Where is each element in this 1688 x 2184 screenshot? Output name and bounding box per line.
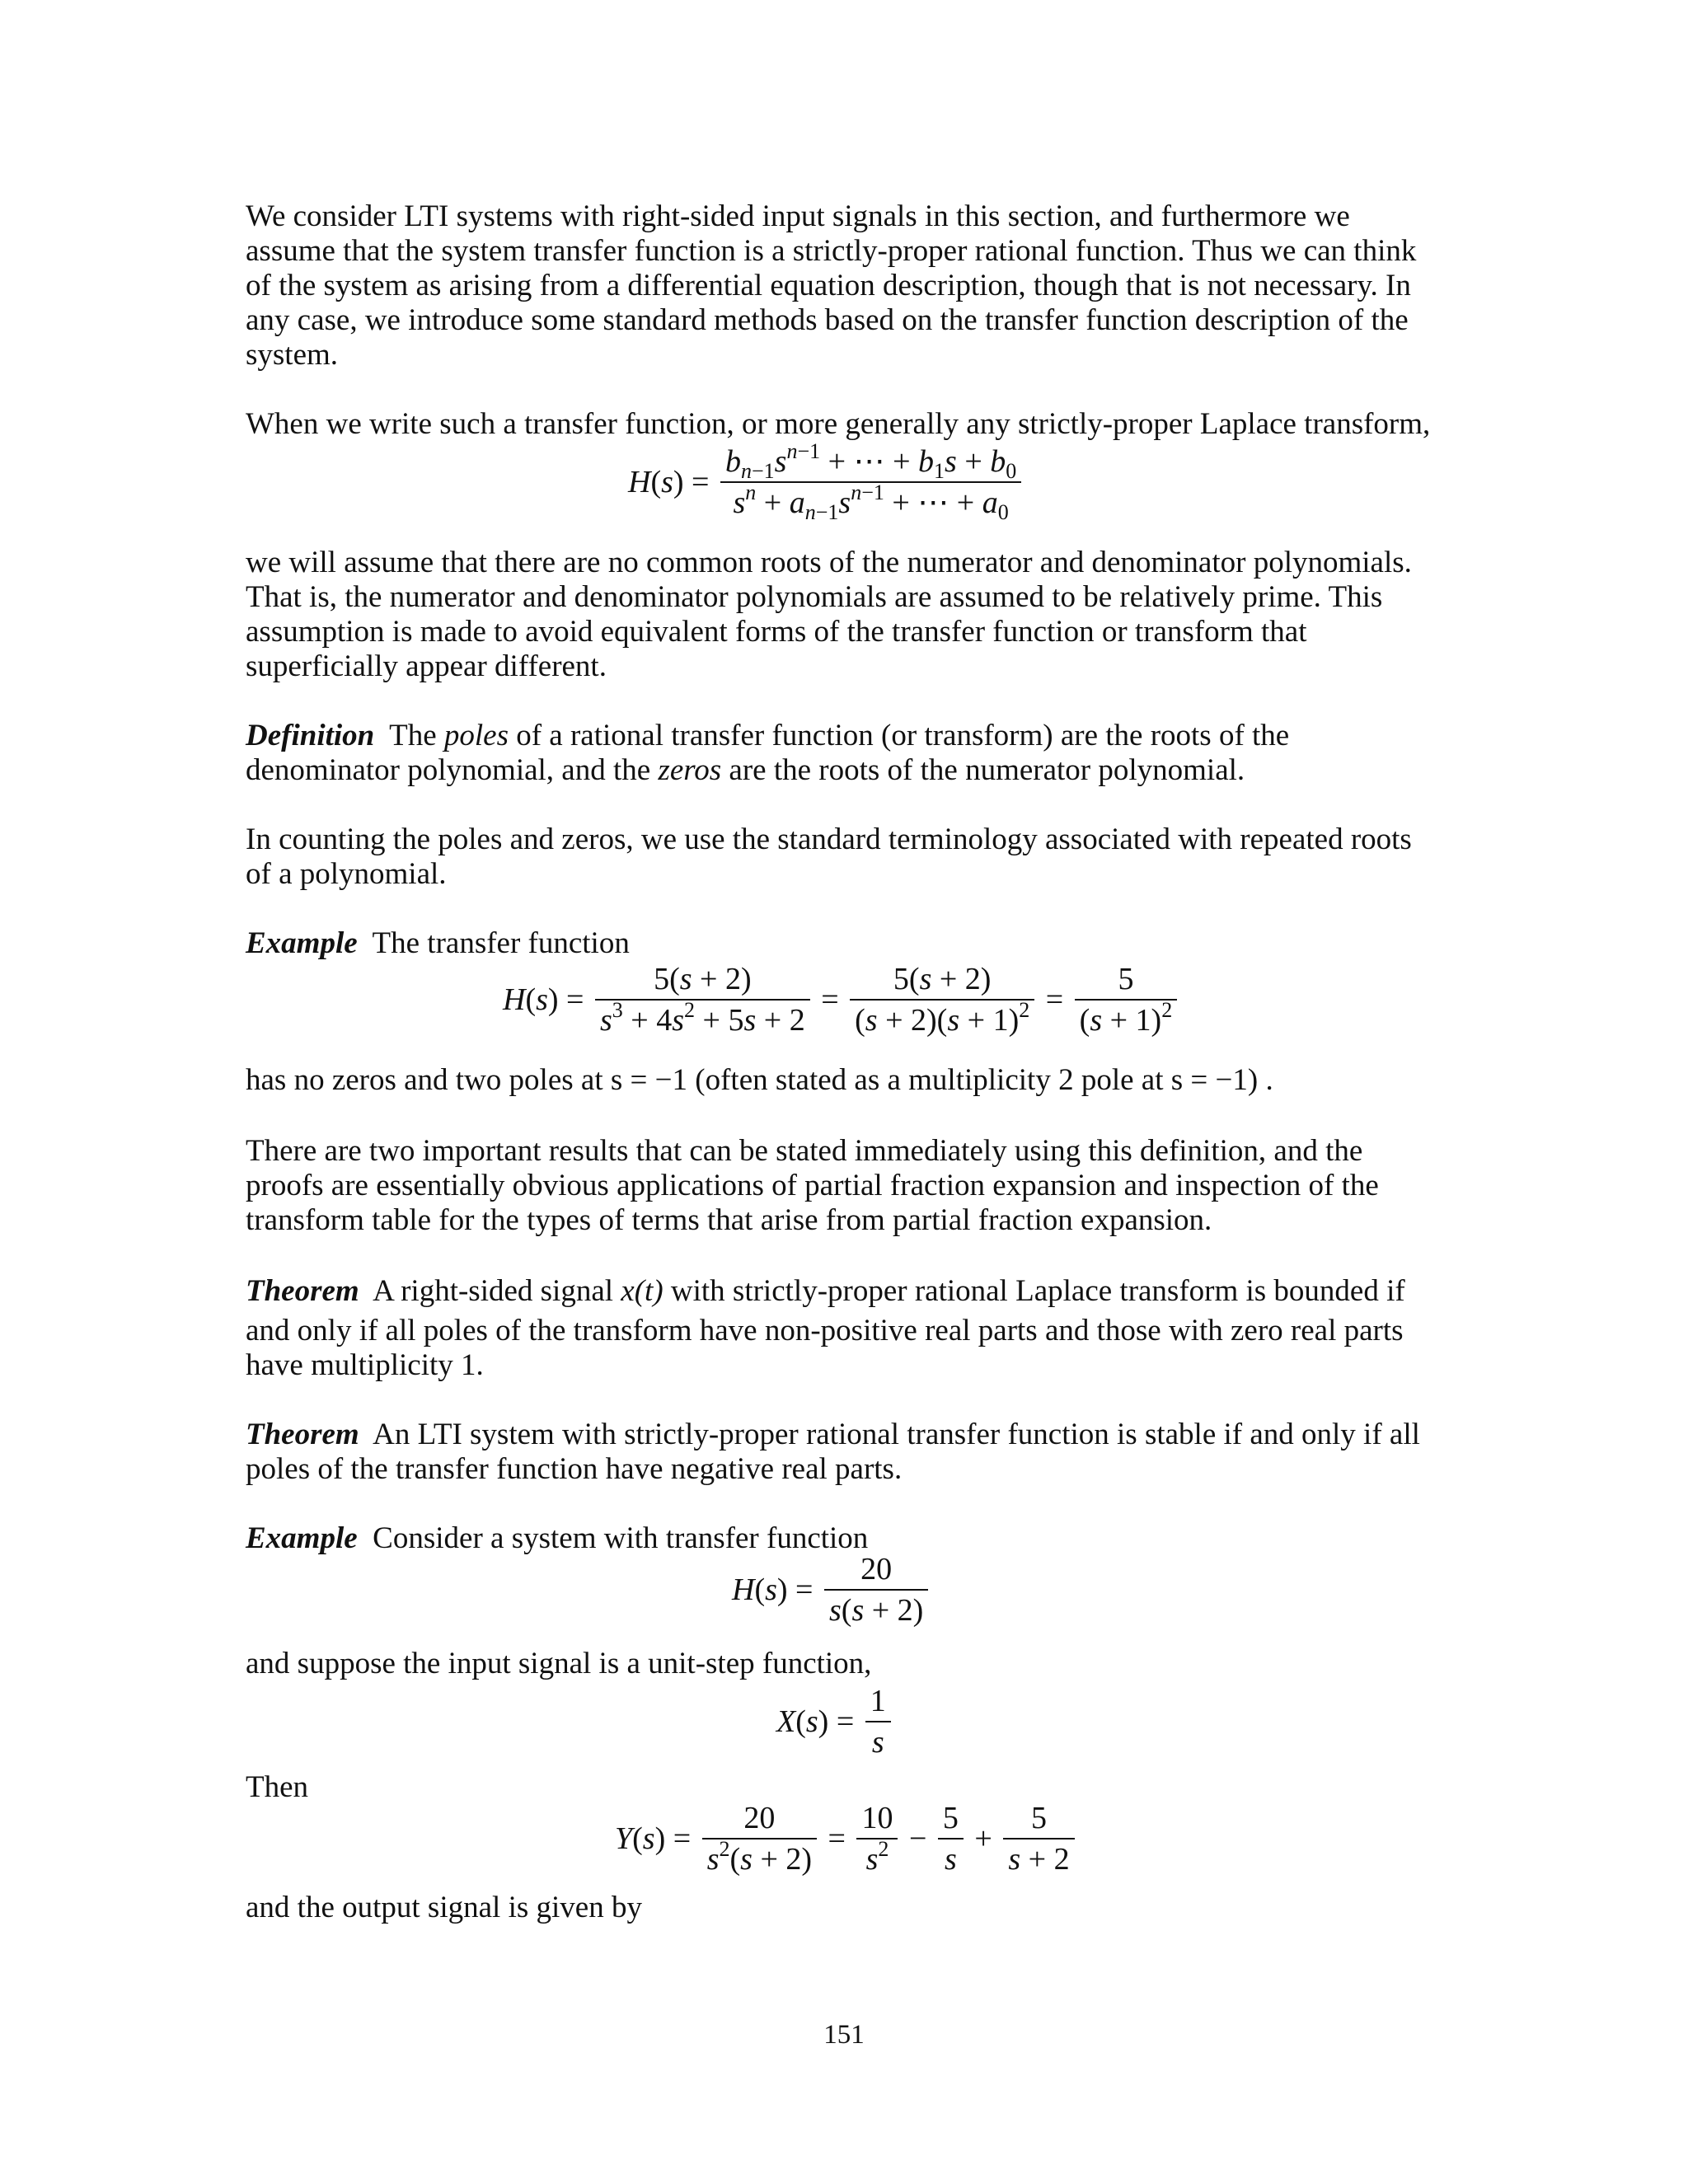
theorem-bounded-block bbox=[246, 1274, 1449, 1383]
definition-block bbox=[246, 719, 1449, 788]
text-line: Definition The poles of a rational transfer function (or transform) are the roots of the bbox=[246, 719, 1290, 752]
text-line: In counting the poles and zeros, we use the standard terminology associated with repeated roots bbox=[246, 823, 1412, 856]
equation-general-transfer-function: H(s) = $\frac{b_{n-1}s^{n-1} + \cdots + b_1s + b_0}{s^n + a_{n-1}s^{n-1} + \cdots + a_0}$ bbox=[628, 443, 1025, 521]
equation-h-of-s: H(s) = $\frac{20}{s(s + 2)}$ bbox=[732, 1551, 931, 1629]
text-line: superficially appear different. bbox=[246, 649, 607, 683]
text-line: That is, the numerator and denominator polynomials are assumed to be relatively prime. This bbox=[246, 580, 1383, 614]
example-heading bbox=[246, 926, 1449, 961]
text-line: assumption is made to avoid equivalent forms of the transfer function or transform that bbox=[246, 615, 1307, 649]
intro-paragraph bbox=[246, 199, 1449, 373]
text-line: poles of the transfer function have negative real parts. bbox=[246, 1452, 903, 1486]
theorem-label: Theorem bbox=[246, 1274, 359, 1308]
text-line: we will assume that there are no common roots of the numerator and denominator polynomials. bbox=[246, 546, 1412, 579]
text-line: We consider LTI systems with right-sided input signals in this section, and furthermore we bbox=[246, 199, 1350, 233]
text-line: any case, we introduce some standard methods based on the transfer function description of the bbox=[246, 303, 1409, 337]
text-line: There are two important results that can be stated immediately using this definition, and the bbox=[246, 1134, 1363, 1168]
text-line: and suppose the input signal is a unit-step function, bbox=[246, 1647, 872, 1680]
text-line: Theorem A right-sided signal x(t) with strictly-proper rational Laplace transform is bounded if bbox=[246, 1274, 1405, 1308]
text-line: proofs are essentially obvious applications of partial fraction expansion and inspection of the bbox=[246, 1169, 1379, 1202]
relatively-prime-paragraph bbox=[246, 546, 1449, 684]
transfer-function-intro bbox=[246, 407, 1449, 442]
inline-math: s = −1 bbox=[1170, 1063, 1248, 1097]
text-line: and only if all poles of the transform have non-positive real parts and those with zero real parts bbox=[246, 1314, 1404, 1347]
text-line: have multiplicity 1. bbox=[246, 1348, 484, 1382]
text-line: transform table for the types of terms that arise from partial fraction expansion. bbox=[246, 1203, 1212, 1237]
text-line: When we write such a transfer function, or more generally any strictly-proper Laplace transform, bbox=[246, 407, 1431, 441]
text-line: denominator polynomial, and the zeros are the roots of the numerator polynomial. bbox=[246, 753, 1245, 787]
page-number: 151 bbox=[823, 2020, 865, 2050]
equation-y-of-s: Y(s) = $\frac{20}{s^2(s + 2)}$ = $\frac{10}{s^2}$ − $\frac{5}{s}$ + $\frac{5}{s + 2}$ bbox=[615, 1800, 1078, 1877]
equation-example-transfer-function: H(s) = $\frac{5(s + 2)}{s^3 + 4s^2 + 5s + 2}$ = $\frac{5(s + 2)}{(s + 2)(s + 1)^2}$ = $\frac{5}{(s + 1)^2}$ bbox=[503, 961, 1180, 1038]
output-signal-text bbox=[246, 1891, 1449, 1925]
results-paragraph bbox=[246, 1134, 1449, 1238]
equation-x-of-s: X(s) = $\frac{1}{s}$ bbox=[776, 1683, 894, 1760]
example-label: Example bbox=[246, 1521, 358, 1555]
example-conclusion bbox=[246, 1063, 1449, 1098]
text-line: and the output signal is given by bbox=[246, 1891, 642, 1924]
theorem-label: Theorem bbox=[246, 1418, 359, 1451]
term-zeros: zeros bbox=[658, 753, 722, 787]
step-input-text bbox=[246, 1647, 1449, 1681]
inline-math: s = −1 bbox=[610, 1063, 688, 1097]
definition-label: Definition bbox=[246, 719, 375, 752]
text-line: has no zeros and two poles at s = −1 (often stated as a multiplicity 2 pole at s = −1) . bbox=[246, 1063, 1273, 1097]
theorem-stability-block bbox=[246, 1418, 1449, 1487]
example-label: Example bbox=[246, 926, 358, 960]
counting-paragraph bbox=[246, 823, 1449, 892]
text-line: Example Consider a system with transfer function bbox=[246, 1521, 869, 1555]
text-line: of the system as arising from a differential equation description, though that is not necessary. In bbox=[246, 269, 1411, 302]
text-line: system. bbox=[246, 338, 339, 372]
text-line: Example The transfer function bbox=[246, 926, 630, 960]
text-line: Then bbox=[246, 1770, 309, 1804]
text-line: Theorem An LTI system with strictly-proper rational transfer function is stable if and only if all bbox=[246, 1418, 1420, 1451]
text-line: of a polynomial. bbox=[246, 857, 447, 891]
inline-math: x(t) bbox=[621, 1274, 663, 1308]
text-line: assume that the system transfer function is a strictly-proper rational function. Thus we can think bbox=[246, 234, 1417, 268]
term-poles: poles bbox=[443, 719, 509, 752]
